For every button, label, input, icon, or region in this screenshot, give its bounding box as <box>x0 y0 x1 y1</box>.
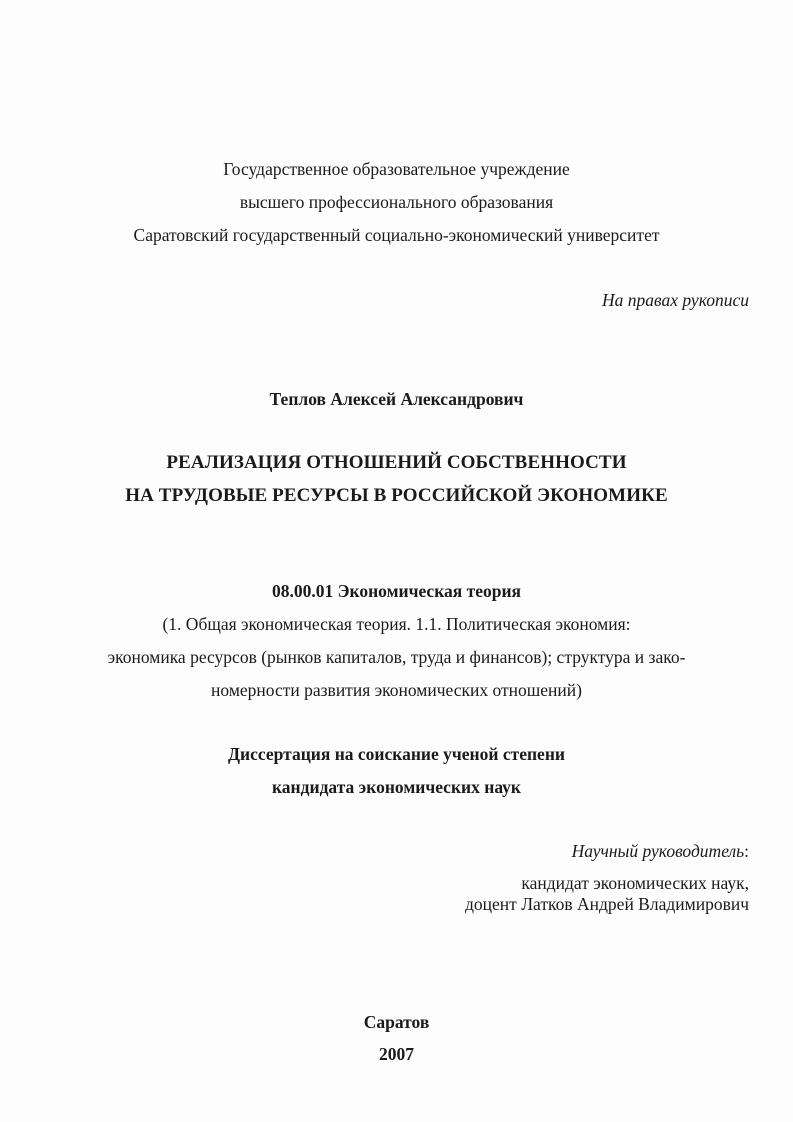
footer-city: Саратов <box>363 1012 430 1032</box>
institution-line-3: Саратовский государственный социально-экономический университет <box>133 225 660 245</box>
specialty-desc-line-2: экономика ресурсов (рынков капиталов, труда и финансов); структура и зако- <box>107 647 686 667</box>
supervisor-label-text: Научный руководитель <box>571 841 745 861</box>
supervisor-degree: кандидат экономических наук, <box>521 873 749 893</box>
institution-line-2: высшего профессионального образования <box>239 192 554 212</box>
degree-line-1: Диссертация на соискание ученой степени <box>228 744 565 764</box>
supervisor-label <box>572 840 749 862</box>
degree-line-2: кандидата экономических наук <box>271 777 522 797</box>
specialty-desc-line-3: номерности развития экономических отношений) <box>211 680 582 700</box>
footer-year: 2007 <box>379 1044 414 1064</box>
author-name: Теплов Алексей Александрович <box>269 389 524 409</box>
supervisor-label-colon: : <box>744 841 749 861</box>
supervisor-name: доцент Латков Андрей Владимирович <box>465 894 749 914</box>
title-line-1: РЕАЛИЗАЦИЯ ОТНОШЕНИЙ СОБСТВЕННОСТИ <box>166 452 627 473</box>
specialty-desc-line-1: (1. Общая экономическая теория. 1.1. Политическая экономия: <box>162 614 631 634</box>
institution-line-1: Государственное образовательное учреждение <box>223 159 570 179</box>
specialty-code: 08.00.01 Экономическая теория <box>271 581 522 601</box>
manuscript-note: На правах рукописи <box>602 290 749 310</box>
title-line-2: НА ТРУДОВЫЕ РЕСУРСЫ В РОССИЙСКОЙ ЭКОНОМИКЕ <box>125 485 668 506</box>
